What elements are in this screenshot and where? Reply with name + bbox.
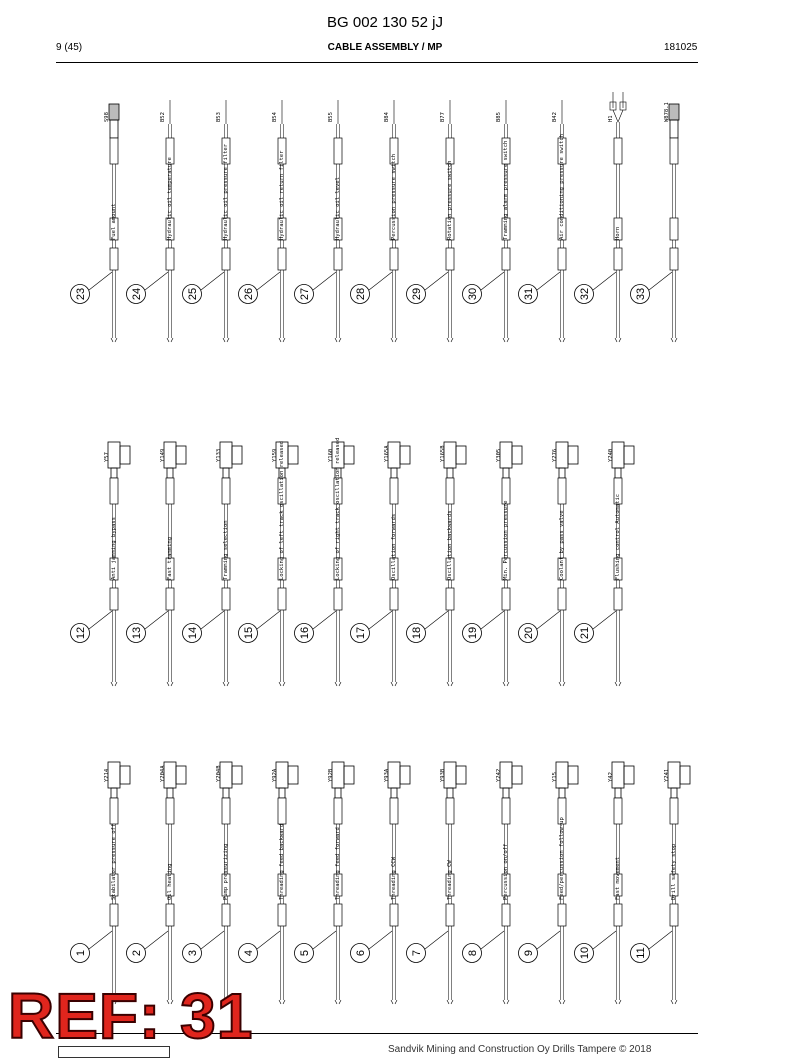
cable-18	[407, 442, 467, 686]
cable-9	[519, 762, 579, 1004]
cable-32	[575, 92, 627, 342]
item-number: 23	[75, 287, 87, 301]
component-code: Y305	[496, 448, 502, 462]
component-label: Tramming alarm pressure switch	[503, 140, 509, 240]
ref-stamp: REF: 31	[8, 980, 254, 1052]
component-code: Y93A	[384, 768, 390, 782]
component-label: Oil heating	[167, 863, 173, 900]
cable-31	[519, 100, 567, 342]
component-label: Coolant by pass valve	[559, 510, 565, 580]
item-number: 30	[467, 287, 479, 301]
cable-28	[351, 100, 399, 342]
component-code: B55	[328, 112, 334, 122]
component-code: B85	[496, 112, 502, 122]
component-label: Fast movement	[615, 856, 621, 900]
component-label: Feed/percussion follow-up	[559, 817, 565, 900]
cable-26	[239, 100, 287, 342]
cable-20	[519, 442, 579, 686]
component-code: H1	[608, 115, 614, 122]
cable-25	[183, 100, 231, 342]
component-code: Y42	[608, 772, 614, 782]
component-code: Y93B	[440, 768, 446, 782]
component-code: Y15	[552, 772, 558, 782]
item-number: 15	[243, 626, 255, 640]
item-number: 33	[635, 287, 647, 301]
cable-3	[183, 762, 243, 1004]
component-code: Y149	[160, 448, 166, 462]
page-title: CABLE ASSEMBLY / MP	[327, 42, 443, 53]
component-label: Hydraulic oil temperature	[167, 157, 173, 240]
plug-connector-icon	[109, 104, 119, 120]
component-code: Y160	[328, 448, 334, 462]
item-number: 24	[131, 287, 143, 301]
item-number: 20	[523, 626, 535, 640]
component-code: Y241	[664, 768, 670, 782]
component-label: Rotation pressure switch	[447, 160, 453, 240]
item-number: 32	[579, 287, 591, 301]
cable-2	[127, 762, 187, 1004]
item-number: 16	[299, 626, 311, 640]
item-number: 9	[523, 949, 535, 957]
document-id: BG 002 130 52 jJ	[327, 14, 443, 31]
cable-4	[239, 762, 299, 1004]
header-rule	[56, 62, 698, 63]
component-label: Locking of left track oscillation released	[279, 440, 285, 580]
item-number: 10	[579, 946, 591, 960]
component-label: Oscillation backwards	[447, 510, 453, 580]
component-code: B54	[272, 112, 278, 122]
component-label: Threading CCW	[391, 856, 397, 900]
component-code: Y165A	[384, 445, 390, 462]
item-number: 26	[243, 287, 255, 301]
document-date: 181025	[664, 42, 698, 53]
component-label: Percussion on/off	[503, 843, 509, 900]
cable-16	[295, 438, 355, 686]
component-label: Flushing control Automatic	[615, 493, 621, 580]
component-label: Hydraulic oil level	[335, 177, 341, 240]
component-label: Hydraulic oil pressure filter	[223, 143, 229, 240]
component-code: Y242	[496, 768, 502, 782]
component-code: Y204B	[216, 765, 222, 782]
cable-1	[71, 762, 131, 1004]
cable-15	[239, 441, 299, 686]
item-number: 25	[187, 287, 199, 301]
cable-27	[295, 100, 343, 342]
component-code: B77	[440, 112, 446, 122]
item-number: 2	[131, 949, 143, 957]
component-code: B84	[384, 112, 390, 122]
item-number: 12	[75, 626, 87, 640]
component-code: B52	[160, 112, 166, 122]
component-label: Hydraulic oil return filter	[279, 150, 285, 240]
component-code: Y133	[216, 448, 222, 462]
item-number: 3	[187, 949, 199, 957]
component-label: Threading feed backward	[279, 823, 285, 900]
item-number: 6	[355, 949, 367, 957]
item-number: 7	[411, 949, 423, 957]
item-number: 4	[243, 949, 255, 957]
plug-connector-icon	[669, 104, 679, 120]
component-label: Oscillation forwards	[391, 513, 397, 580]
component-label: Fast tramming	[167, 536, 173, 580]
component-code: W878.1	[664, 102, 670, 122]
item-number: 14	[187, 626, 199, 640]
cable-14	[183, 442, 243, 686]
item-number: 28	[355, 287, 367, 301]
cable-13	[127, 442, 187, 686]
component-code: Y57	[104, 452, 110, 462]
component-code: Y214	[104, 768, 110, 782]
cable-23	[71, 104, 120, 342]
component-label: Fuel amount	[111, 203, 117, 240]
cable-7	[407, 762, 467, 1004]
component-code: Y159	[272, 448, 278, 462]
page-number: 9 (45)	[56, 42, 83, 53]
component-label: Anti jamming bypass	[111, 517, 117, 580]
item-number: 21	[579, 626, 591, 640]
component-label: Drill safety stop	[671, 843, 677, 900]
cable-5	[295, 762, 355, 1004]
component-label: Horn	[615, 226, 621, 240]
cable-29	[407, 100, 455, 342]
component-label: Locking of right track oscillation released	[335, 437, 341, 580]
cable-21	[575, 442, 635, 686]
item-number: 5	[299, 949, 311, 957]
cable-24	[127, 100, 175, 342]
component-label: Threading CW	[447, 860, 453, 900]
cable-8	[463, 762, 523, 1004]
component-code: S98	[104, 112, 110, 122]
component-label: Percussion pressure switch	[391, 153, 397, 240]
footer-copyright: Sandvik Mining and Construction Oy Drills Tampere © 2018	[388, 1044, 652, 1055]
item-number: 29	[411, 287, 423, 301]
component-label: Stabilator pressure off	[111, 823, 117, 900]
item-number: 13	[131, 626, 143, 640]
item-number: 31	[523, 287, 535, 301]
cable-10	[575, 762, 635, 1004]
horn-terminal-icon	[613, 110, 623, 122]
component-label: Air conditioning pressure switch	[559, 134, 565, 240]
component-code: Y240	[608, 448, 614, 462]
cable-19	[463, 442, 523, 686]
cable-6	[351, 762, 411, 1004]
component-code: Y204A	[160, 765, 166, 782]
cable-17	[351, 442, 411, 686]
cable-assembly-diagram	[0, 64, 794, 1034]
cable-12	[71, 442, 131, 686]
component-label: Min. Percussion pressure	[503, 500, 509, 580]
item-number: 18	[411, 626, 423, 640]
item-number: 8	[467, 949, 479, 957]
item-number: 19	[467, 626, 479, 640]
component-code: Y92B	[328, 768, 334, 782]
cable-33	[631, 102, 680, 342]
item-number: 1	[75, 949, 87, 957]
component-code: Y165B	[440, 445, 446, 462]
component-code: Y92A	[272, 768, 278, 782]
item-number: 17	[355, 626, 367, 640]
component-label: Pump pressurizing	[223, 843, 229, 900]
item-number: 11	[635, 947, 647, 959]
cable-11	[631, 762, 691, 1004]
item-number: 27	[299, 287, 311, 301]
component-code: Y276	[552, 448, 558, 462]
component-code: B53	[216, 112, 222, 122]
component-label: Threading feed forward	[335, 827, 341, 900]
cable-30	[463, 100, 511, 342]
component-label: Tramming selection	[223, 520, 229, 580]
component-code: B42	[552, 112, 558, 122]
